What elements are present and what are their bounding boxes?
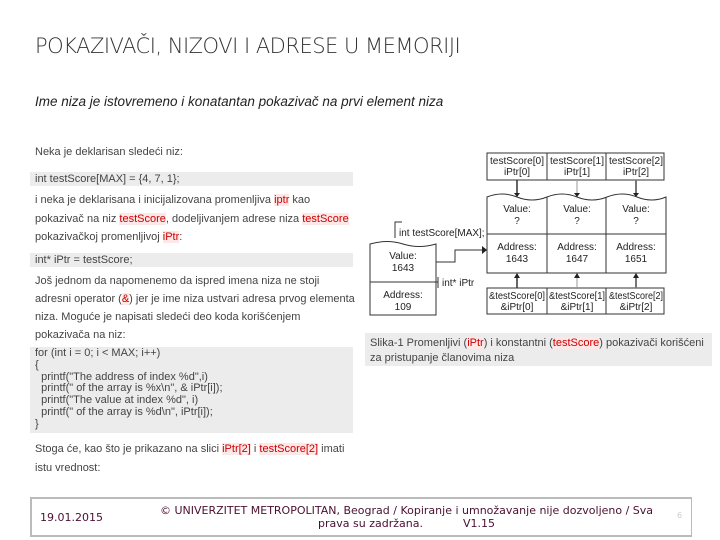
- code-line: }: [35, 417, 39, 430]
- text: imati istu vrednost:: [35, 443, 345, 474]
- highlight: iPtr[2]: [222, 443, 251, 455]
- footer-copyright: [144, 504, 669, 530]
- text: kao pokazivač na niz: [35, 194, 311, 225]
- highlight: testScore: [119, 212, 166, 225]
- code-line: {: [35, 358, 39, 371]
- cell-text: 1651: [624, 254, 648, 265]
- code-line: printf("The value at index %d", i): [35, 394, 199, 407]
- code-line: printf(" of the array is %d\n", iPtr[i]);: [35, 405, 213, 418]
- figure-caption: [365, 333, 712, 366]
- cell-text: Value:: [622, 204, 650, 215]
- code-line: printf("The address of index %d",i): [35, 370, 208, 383]
- top-label: testScore[2]: [609, 156, 664, 167]
- bottom-label: &testScore[2]: [609, 291, 664, 302]
- text: pokazivačkoj promenljivoj: [35, 231, 163, 243]
- text: i: [250, 443, 260, 455]
- subtitle: Ime niza je istovremeno i konatantan pokazivač na prvi element niza: [35, 94, 444, 109]
- text: ) i konstantni (: [483, 337, 553, 349]
- top-label: iPtr[2]: [622, 167, 650, 178]
- top-label: testScore[0]: [490, 156, 545, 167]
- highlight: testScore: [552, 337, 600, 349]
- top-label: testScore[1]: [550, 156, 605, 167]
- paragraph-1: Neka je deklarisan sledeći niz:: [35, 146, 183, 158]
- ptr-text: Address:: [383, 290, 423, 301]
- highlight: iptr: [274, 194, 290, 206]
- code-line: for (int i = 0; i < MAX; i++): [35, 347, 161, 359]
- cell-text: Address:: [557, 242, 597, 253]
- text: , dodeljivanjem adrese niza: [165, 212, 303, 225]
- bottom-label: &iPtr[1]: [560, 302, 594, 313]
- code-pointer-assign: int* iPtr = testScore;: [30, 253, 353, 267]
- highlight: &: [121, 293, 130, 305]
- top-label: iPtr[0]: [503, 167, 531, 178]
- cell-text: 1647: [565, 254, 589, 265]
- footer-version: V1.15: [462, 517, 495, 530]
- bottom-label: &testScore[0]: [489, 291, 546, 302]
- bottom-label: &iPtr[0]: [500, 302, 534, 313]
- text: :: [179, 231, 183, 243]
- array-declaration-label: int testScore[MAX];: [399, 228, 485, 239]
- text: Još jednom da napomenemo da ispred imena niza ne stoji adresni operator (: [35, 275, 320, 305]
- cell-text: Value:: [503, 204, 531, 215]
- text: ) jer je ime niza ustvari adresa prvog elementa niza. Moguće je napisati sledeći deo koda korišćenjem pokazivača na niz:: [35, 293, 355, 341]
- footer-date: 19.01.2015: [40, 511, 103, 524]
- cell-text: ?: [633, 216, 639, 227]
- top-label: iPtr[1]: [563, 167, 591, 178]
- text: ) pokazivači korišćeni za pristupanje članovima niza: [370, 337, 704, 364]
- page-number: 6: [677, 511, 683, 520]
- ptr-text: 1643: [391, 263, 415, 274]
- bottom-label: &iPtr[2]: [619, 302, 653, 313]
- cell-text: 1643: [505, 254, 529, 265]
- text: i neka je deklarisana i inicijalizovana promenljiva: [35, 194, 275, 206]
- highlight: iPtr: [162, 231, 180, 243]
- highlight: testScore[2]: [259, 443, 319, 455]
- copyright-text: © UNIVERZITET METROPOLITAN, Beograd / Kopiranje i umnožavanje nije dozvoljeno / Sva prava su zadržana.: [159, 504, 654, 530]
- footer: [30, 497, 692, 537]
- ptr-text: Value:: [389, 251, 417, 262]
- pointer-declaration-label: int* iPtr: [442, 278, 475, 289]
- code-line: printf(" of the array is %x\n", & iPtr[i]);: [35, 382, 223, 395]
- text: Slika-1 Promenljivi (: [370, 337, 468, 349]
- cell-text: Address:: [497, 242, 537, 253]
- highlight: testScore: [302, 212, 349, 225]
- cell-text: Value:: [563, 204, 591, 215]
- page-title: POKAZIVAČI, NIZOVI I ADRESE U MEMORIJI: [35, 34, 461, 58]
- text: Stoga će, kao što je prikazano na slici: [35, 443, 223, 455]
- cell-text: Address:: [616, 242, 656, 253]
- cell-text: ?: [514, 216, 520, 227]
- highlight: iPtr: [467, 337, 484, 349]
- code-declaration: int testScore[MAX] = {4, 7, 1};: [30, 172, 353, 186]
- bottom-label: &testScore[1]: [549, 291, 606, 302]
- ptr-text: 109: [394, 302, 412, 313]
- cell-text: ?: [574, 216, 580, 227]
